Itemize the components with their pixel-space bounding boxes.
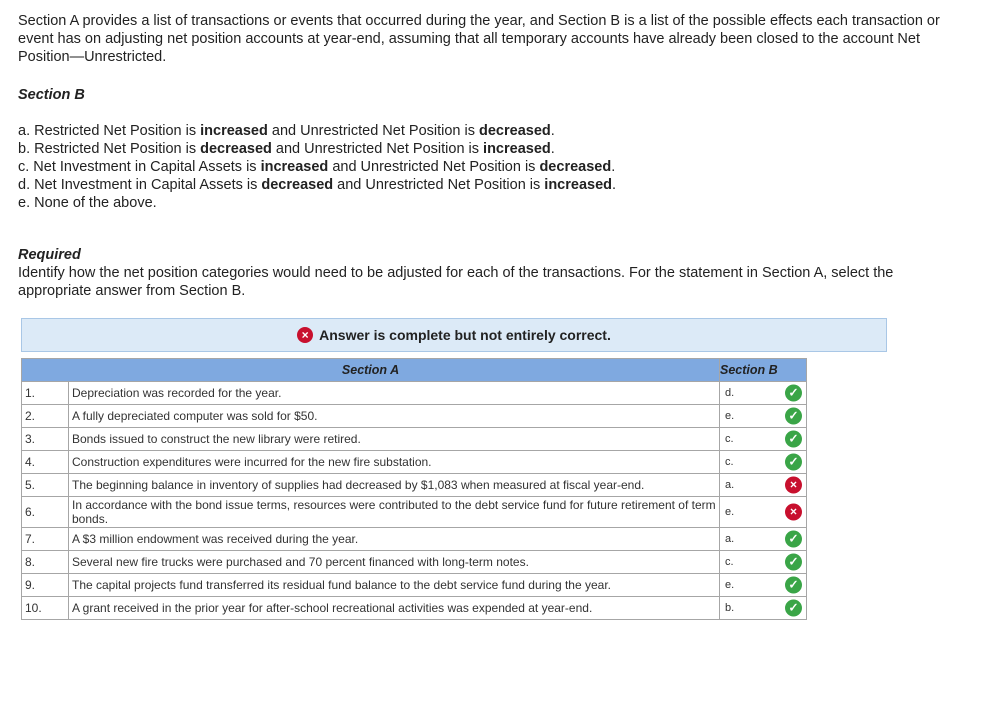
transaction-description: Depreciation was recorded for the year. — [69, 382, 720, 405]
intro-text: Section A provides a list of transactions or events that occurred during the year, and Section B is a list of the possible effects each transaction or event has on adjusting net position accounts at year-end, assuming that all temporary accounts have already been closed to the account Net Position—Unrestricted. — [18, 13, 940, 65]
check-circle-icon: ✓ — [785, 408, 802, 425]
answer-status-banner — [21, 318, 887, 352]
check-circle-icon: ✓ — [785, 600, 802, 617]
selected-answer: e. — [725, 579, 735, 591]
selected-answer: b. — [725, 602, 735, 614]
option-a: a. Restricted Net Position is increased and Unrestricted Net Position is decreased. — [18, 123, 555, 139]
required-text: Identify how the net position categories would need to be adjusted for each of the transactions. For the statement in Section A, select the appropriate answer from Section B. — [18, 265, 894, 299]
selected-answer: d. — [725, 387, 735, 399]
answer-dropdown[interactable] — [720, 528, 807, 551]
selected-answer: e. — [725, 506, 735, 518]
selected-answer: a. — [725, 533, 735, 545]
transaction-description: Several new fire trucks were purchased and 70 percent financed with long-term notes. — [69, 551, 720, 574]
option-c: c. Net Investment in Capital Assets is increased and Unrestricted Net Position is decreased. — [18, 159, 616, 175]
answer-dropdown[interactable] — [720, 428, 807, 451]
selected-answer: c. — [725, 556, 734, 568]
option-e: e. None of the above. — [18, 195, 157, 211]
table-row — [22, 405, 807, 428]
check-circle-icon: ✓ — [785, 454, 802, 471]
table-header-row — [22, 359, 807, 382]
selected-answer: c. — [725, 456, 734, 468]
required-title: Required — [18, 247, 81, 263]
table-row — [22, 497, 807, 528]
cross-circle-icon: × — [785, 477, 802, 494]
transaction-description: Bonds issued to construct the new library were retired. — [69, 428, 720, 451]
options-list — [18, 122, 1001, 212]
selected-answer: e. — [725, 410, 735, 422]
row-number: 10. — [22, 597, 69, 620]
check-circle-icon: ✓ — [785, 531, 802, 548]
transaction-description: The capital projects fund transferred its residual fund balance to the debt service fund during the year. — [69, 574, 720, 597]
table-row — [22, 551, 807, 574]
answer-dropdown[interactable] — [720, 451, 807, 474]
transaction-description: The beginning balance in inventory of supplies had decreased by $1,083 when measured at fiscal year-end. — [69, 474, 720, 497]
check-circle-icon: ✓ — [785, 554, 802, 571]
transaction-description: In accordance with the bond issue terms, resources were contributed to the debt service fund for future retirement of term bonds. — [69, 497, 720, 528]
table-row — [22, 428, 807, 451]
row-number: 1. — [22, 382, 69, 405]
cross-circle-icon: × — [785, 504, 802, 521]
row-number: 8. — [22, 551, 69, 574]
selected-answer: c. — [725, 433, 734, 445]
header-section-b: Section B — [720, 359, 807, 382]
option-b: b. Restricted Net Position is decreased and Unrestricted Net Position is increased. — [18, 141, 555, 157]
answer-table — [21, 358, 807, 620]
check-circle-icon: ✓ — [785, 577, 802, 594]
answer-dropdown[interactable] — [720, 382, 807, 405]
answer-dropdown[interactable] — [720, 497, 807, 528]
row-number: 5. — [22, 474, 69, 497]
option-d: d. Net Investment in Capital Assets is decreased and Unrestricted Net Position is increased. — [18, 177, 617, 193]
header-section-a: Section A — [22, 359, 720, 382]
table-row — [22, 382, 807, 405]
table-row — [22, 451, 807, 474]
row-number: 7. — [22, 528, 69, 551]
table-row — [22, 574, 807, 597]
banner-text: Answer is complete but not entirely correct. — [319, 327, 611, 343]
answer-dropdown[interactable] — [720, 574, 807, 597]
answer-dropdown[interactable] — [720, 551, 807, 574]
table-row — [22, 597, 807, 620]
table-row — [22, 528, 807, 551]
answer-dropdown[interactable] — [720, 405, 807, 428]
check-circle-icon: ✓ — [785, 431, 802, 448]
row-number: 3. — [22, 428, 69, 451]
check-circle-icon: ✓ — [785, 385, 802, 402]
transaction-description: A fully depreciated computer was sold for $50. — [69, 405, 720, 428]
transaction-description: A grant received in the prior year for after-school recreational activities was expended at year-end. — [69, 597, 720, 620]
selected-answer: a. — [725, 479, 735, 491]
row-number: 2. — [22, 405, 69, 428]
row-number: 9. — [22, 574, 69, 597]
cross-circle-icon: × — [297, 327, 313, 343]
transaction-description: A $3 million endowment was received during the year. — [69, 528, 720, 551]
table-row — [22, 474, 807, 497]
transaction-description: Construction expenditures were incurred for the new fire substation. — [69, 451, 720, 474]
answer-dropdown[interactable] — [720, 597, 807, 620]
answer-dropdown[interactable] — [720, 474, 807, 497]
row-number: 6. — [22, 497, 69, 528]
section-b-title: Section B — [18, 87, 85, 103]
row-number: 4. — [22, 451, 69, 474]
